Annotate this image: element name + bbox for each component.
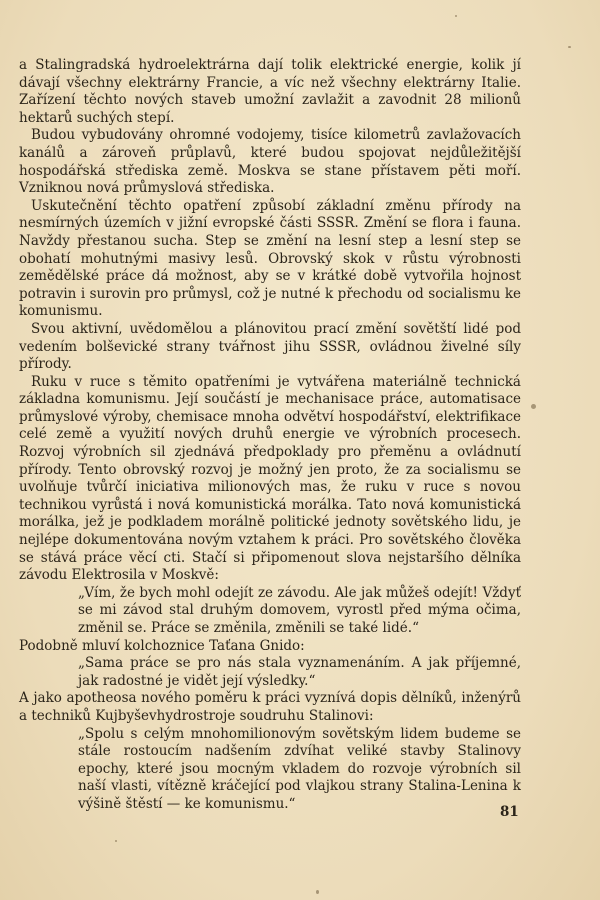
page-number: 81 — [500, 804, 519, 820]
paragraph-1: a Stalingradská hydroelektrárna dají tolik elektrické energie, kolik jí dávají všechny elektrárny Francie, a víc než všechny elektrárny Italie. Zařízení těchto nových staveb umožní zavlažit a zavodnit 28 milionů hektarů suchých stepí. — [19, 57, 521, 126]
paper-speck — [455, 15, 457, 17]
paragraph-3: Uskutečnění těchto opatření způsobí základní změnu přírody na nesmírných územích v jižní evropské části SSSR. Změní se flora i fauna. Navždy přestanou sucha. Step se změní na lesní step a lesní step se obohatí mohutnými masivy lesů. Obrovský skok v růstu výrobnosti zemědělské práce dá možnost, aby se v krátké době vytvořila hojnost potravin i surovin pro průmysl, což je nutné k přechodu od socialismu ke komunismu. — [19, 197, 521, 320]
quote-worker: „Vím, že bych mohl odejít ze závodu. Ale jak můžeš odejít! Vždyť se mi závod stal druhým domovem, vyrostl před mýma očima, změnil se. Práce se změnila, změnili se také lidé.“ — [78, 584, 521, 636]
quote-kolchoznice: „Sama práce se pro nás stala vyznamenáním. A jak příjemné, jak radostné je vidět její výsledky.“ — [78, 655, 521, 689]
paper-speck — [568, 46, 571, 48]
paragraph-5: Ruku v ruce s těmito opatřeními je vytvářena materiálně technická základna komunismu. Její součástí je mechanisace práce, automatisace průmyslové výroby, chemisace mnoha odvětví hospodářství, elektrifikace celé země a využití nových druhů energie ve výrobních procesech. Rozvoj výrobních sil zjednává předpoklady pro přeměnu a ovládnutí přírody. Tento obrovský rozvoj je možný jen proto, že za socialismu se uvolňuje tvůrčí iniciativa milionových mas, že ruku v ruce s novou technikou vyrůstá i nová komunistická morálka. Tato nová komunistická morálka, jež je podkladem morálně politické jednoty sovětského lidu, je nejlépe dokumentována novým vztahem k práci. Pro sovětského člověka se stává práce věcí cti. Stačí si připomenout slova nejstaršího dělníka závodu Elektrosila v Moskvě: — [19, 373, 521, 584]
body-text — [19, 57, 521, 814]
paragraph-2: Budou vybudovány ohromné vodojemy, tisíce kilometrů zavlažovacích kanálů a zároveň průplavů, které budou spojovat nejdůležitější hospodářská střediska země. Moskva se stane přístavem pěti moří. Vzniknou nová průmyslová střediska. — [19, 127, 521, 197]
quote-letter: „Spolu s celým mnohomilionovým sovětským lidem budeme se stále rostoucím nadšením zdvíhat veliké stavby Stalinovy epochy, které jsou mocným vkladem do rozvoje výrobních sil naší vlasti, vítězně kráčející pod vlajkou strany Stalina-Lenina k výšině štěstí — ke komunismu.“ — [78, 725, 521, 812]
paragraph-intro-letter: A jako apotheosa nového poměru k práci vyznívá dopis dělníků, inženýrů a techniků Kujbyševhydrostroje soudruhu Stalinovi: — [19, 690, 521, 724]
paper-speck — [316, 890, 319, 894]
paper-speck — [115, 840, 117, 842]
paper-speck — [531, 404, 536, 409]
paragraph-intro-kolchoznice: Podobně mluví kolchoznice Taťana Gnido: — [19, 637, 305, 654]
paragraph-4: Svou aktivní, uvědomělou a plánovitou prací změní sovětští lidé pod vedením bolševické strany tvářnost jihu SSSR, ovládnou živelné síly přírody. — [19, 320, 521, 373]
